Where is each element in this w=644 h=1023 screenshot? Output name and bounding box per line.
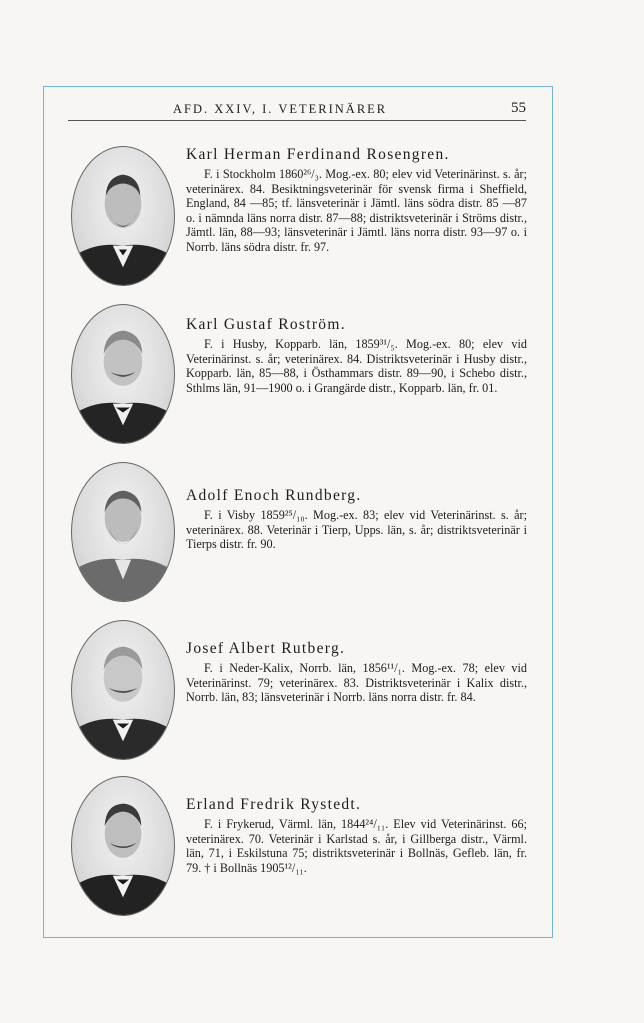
biography-text: F. i Frykerud, Värml. län, 1844²⁴/₁₁. Elev vid Veterinärinst. 66; veterinärex. 70. Veterinär i Karlstad s. år, i Gillberga distr., Värml. län, 71, i Eskilstuna 75; distriktsveterinär i Bollnäs, Gefleb. län, fr. 79. † i Bollnäs 1905¹²/₁₁. bbox=[186, 817, 527, 875]
page-number: 55 bbox=[511, 100, 526, 116]
portrait-photo bbox=[71, 146, 175, 286]
person-name: Josef Albert Rutberg. bbox=[186, 640, 346, 657]
person-name: Erland Fredrik Rystedt. bbox=[186, 796, 362, 813]
section-title: AFD. XXIV, I. VETERINÄRER bbox=[173, 102, 388, 116]
portrait-photo bbox=[71, 620, 175, 760]
portrait-photo bbox=[71, 304, 175, 444]
biography-text: F. i Neder-Kalix, Norrb. län, 1856¹¹/₁. Mog.-ex. 78; elev vid Veterinärinst. 79; veterinärex. 83. Distriktsveterinär i Kalix distr., Norrb. län, 83; länsveterinär i Norrb. läns norra distr. fr. 84. bbox=[186, 661, 527, 705]
portrait-photo bbox=[71, 462, 175, 602]
person-name: Karl Gustaf Roström. bbox=[186, 316, 346, 333]
biography-text: F. i Husby, Kopparb. län, 1859³¹/₅. Mog.-ex. 80; elev vid Veterinärinst. s. år; veterinärex. 84. Distriktsveterinär i Husby distr., Kopparb. län, 85—88, i Östhammars distr. 89—90, i Schebo distr., Sthlms län, 91—1900 o. i Grangärde distr., Kopparb. län, fr. 01. bbox=[186, 337, 527, 395]
biography-text: F. i Stockholm 1860²⁶/₃. Mog.-ex. 80; elev vid Veterinärinst. s. år; veterinärex. 84. Besiktningsveterinär för svensk firma i Sheffield, England, 84 —85; tf. länsveterinär i Jämtl. läns södra distr. 85 —87 o. i nämnda läns norra distr. 87—88; distriktsveterinär i Ströms distr., Jämtl. län, 88—93; länsveterinär i Jämtl. läns norra distr. 93—97 o. i Norrb. läns södra distr. fr. 97. bbox=[186, 167, 527, 254]
person-name: Adolf Enoch Rundberg. bbox=[186, 487, 362, 504]
running-head bbox=[68, 100, 526, 121]
biography-text: F. i Visby 1859²⁵/₁₀. Mog.-ex. 83; elev vid Veterinärinst. s. år; veterinärex. 88. Veterinär i Tierp, Upps. län, s. år; distriktsveterinär i Tierps distr. fr. 90. bbox=[186, 508, 527, 552]
portrait-photo bbox=[71, 776, 175, 916]
person-name: Karl Herman Ferdinand Rosengren. bbox=[186, 146, 450, 163]
